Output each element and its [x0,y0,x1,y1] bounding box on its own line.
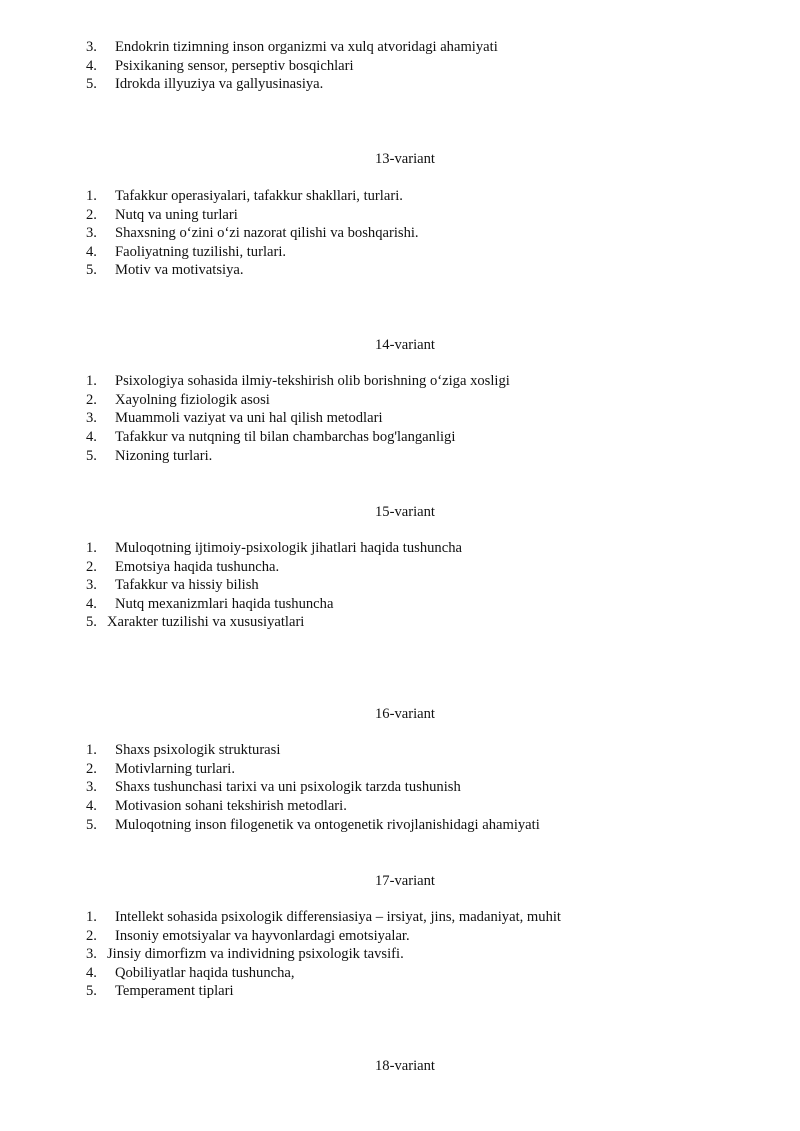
list-item: 1. Tafakkur operasiyalari, tafakkur shakllari, turlari. [86,188,403,204]
list-item: 3. Shaxsning o‘zini o‘zi nazorat qilishi va boshqarishi. [86,225,419,241]
list-item: 4. Tafakkur va nutqning til bilan chambarchas bog'langanligi [86,429,456,445]
list-item: 3. Muammoli vaziyat va uni hal qilish metodlari [86,410,383,426]
list-item: 2. Emotsiya haqida tushuncha. [86,559,280,575]
list-item: 2. Nutq va uning turlari [86,207,238,223]
list-item: 2. Insoniy emotsiyalar va hayvonlardagi emotsiyalar. [86,928,410,944]
list-item: 3. Jinsiy dimorfizm va individning psixologik tavsifi. [86,946,404,962]
variant-heading: 17-variant [375,873,435,889]
list-item: 1. Psixologiya sohasida ilmiy-tekshirish olib borishning o‘ziga xosligi [86,373,510,389]
list-item: 1. Muloqotning ijtimoiy-psixologik jihatlari haqida tushuncha [86,540,462,556]
list-item: 4. Faoliyatning tuzilishi, turlari. [86,244,287,260]
variant-heading: 18-variant [375,1058,435,1074]
list-item: 5. Temperament tiplari [86,983,234,999]
list-item: 4. Psixikaning sensor, perseptiv bosqichlari [86,58,354,74]
list-item: 5. Xarakter tuzilishi va xususiyatlari [86,614,305,630]
list-item: 5. Nizoning turlari. [86,448,213,464]
list-item: 4. Qobiliyatlar haqida tushuncha, [86,965,295,981]
list-item: 3. Shaxs tushunchasi tarixi va uni psixologik tarzda tushunish [86,779,461,795]
list-item: 5. Muloqotning inson filogenetik va ontogenetik rivojlanishidagi ahamiyati [86,817,540,833]
list-item: 1. Intellekt sohasida psixologik differensiasiya – irsiyat, jins, madaniyat, muhit [86,909,561,925]
variant-heading: 14-variant [375,337,435,353]
list-item: 2. Xayolning fiziologik asosi [86,392,270,408]
list-item: 5. Motiv va motivatsiya. [86,262,244,278]
variant-heading: 15-variant [375,504,435,520]
variant-heading: 13-variant [375,151,435,167]
list-item: 4. Motivasion sohani tekshirish metodlari. [86,798,347,814]
list-item: 3. Endokrin tizimning inson organizmi va xulq atvoridagi ahamiyati [86,39,498,55]
list-item: 4. Nutq mexanizmlari haqida tushuncha [86,596,334,612]
list-item: 5. Idrokda illyuziya va gallyusinasiya. [86,76,324,92]
variant-heading: 16-variant [375,706,435,722]
list-item: 1. Shaxs psixologik strukturasi [86,742,281,758]
list-item: 3. Tafakkur va hissiy bilish [86,577,259,593]
list-item: 2. Motivlarning turlari. [86,761,235,777]
